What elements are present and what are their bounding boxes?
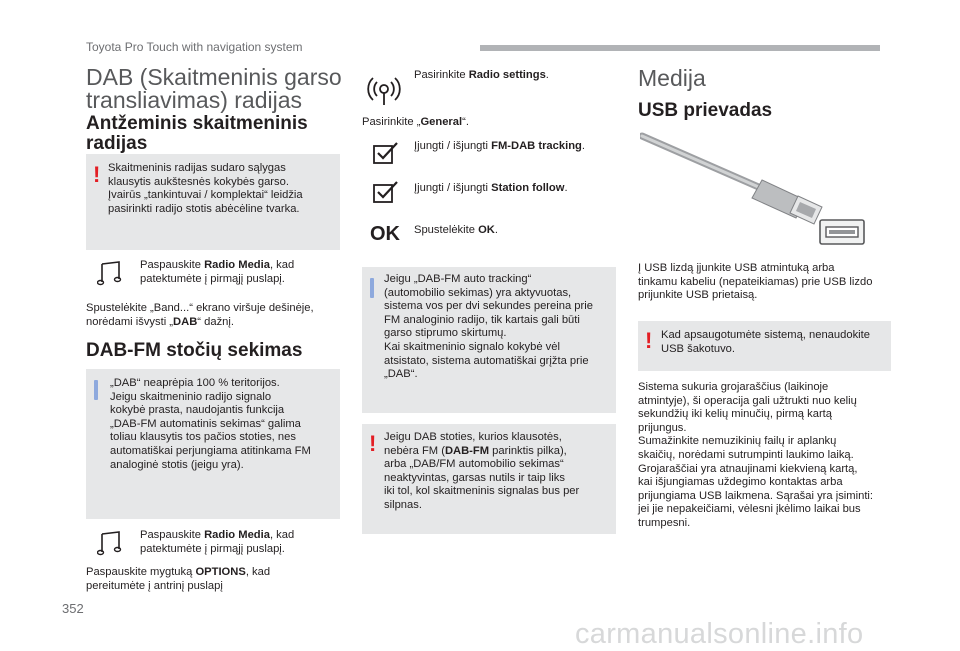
section-title-dab-fm: DAB-FM stočių sekimas (86, 340, 303, 361)
text-line: trumpesni. (638, 516, 691, 529)
step-station-follow (414, 182, 568, 196)
section-title-dab (86, 66, 342, 112)
text-run: Paspauskite (140, 259, 205, 271)
text-run: . (564, 182, 568, 194)
text-run: “ dažnį. (197, 315, 234, 328)
text-run: norėdami išvysti „ (86, 315, 174, 328)
text-line: sekundžių iki kelių minučių, pirmą kartą (638, 408, 832, 421)
text-line: „DAB“ neaprėpia 100 % teritorijos. (110, 377, 280, 389)
header-rule (480, 45, 880, 51)
text-line: atsistato, sistema automatiškai grįžta prie (384, 354, 589, 367)
text-bold: DAB-FM (444, 444, 490, 457)
title-line-2: transliavimas) radijas (86, 87, 303, 113)
text-line: Jeigu DAB stoties, kurios klausotės, (384, 431, 562, 443)
text-run: , kad (245, 566, 271, 578)
text-line: prijungus. (638, 421, 687, 434)
text-bold: General (420, 116, 463, 128)
text-line: Įvairūs „tankintuvai / komplektai“ leidžia (108, 189, 303, 202)
text-run: Paspauskite mygtuką (86, 566, 196, 578)
info-text-2 (384, 273, 614, 382)
info-box-2 (362, 267, 616, 413)
text-run: Įjungti / išjungti (414, 140, 492, 152)
subtitle-line-2: radijas (86, 133, 148, 154)
text-line: arba „DAB/FM automobilio sekimas“ (384, 458, 564, 471)
warning-box-1 (86, 154, 340, 250)
text-bold: Radio settings (468, 69, 546, 81)
text-bold: Radio Media (204, 259, 270, 271)
info-icon (94, 380, 98, 400)
text-run: Spustelėkite (414, 224, 479, 236)
text-line: pereitumėte į antrinį puslapį (86, 579, 223, 592)
text-line: toliau klausytis tos pačios stoties, nes (110, 431, 296, 444)
text-line: kokybė prasta, naudojantis funkcija (110, 404, 285, 417)
warning-box-3 (638, 321, 891, 371)
warning-box-2 (362, 424, 616, 534)
text-bold: OPTIONS (195, 566, 246, 578)
text-bold: OK (478, 224, 495, 236)
text-line: patektumėte į pirmąjį puslapį. (140, 542, 285, 555)
text-line: jei jie nepakeičiami, vėlesni įkėlimo laikai bus (638, 503, 861, 516)
text-line: patektumėte į pirmąjį puslapį. (140, 272, 285, 285)
step-fm-dab-tracking (414, 140, 585, 154)
text-bold: Radio Media (204, 529, 270, 541)
text-bold: Station follow (491, 182, 565, 194)
text-line: Grojaraščiai yra atnaujinami kiekvieną kartą, (638, 462, 858, 475)
text-line: klausytis aukštesnės kokybės garso. (108, 175, 289, 188)
text-line: kai išjungiamas uždegimo kontaktas arba (638, 476, 843, 489)
step-general (362, 116, 469, 130)
paragraph-band (86, 302, 314, 329)
subtitle-usb: USB prievadas (638, 100, 773, 121)
radio-antenna-icon (367, 72, 401, 106)
text-line: neaktyvintas, garsas nutils ir taip liks (384, 471, 565, 484)
music-note-icon (97, 260, 123, 286)
warning-text-3 (661, 329, 889, 356)
watermark: carmanualsonline.info (575, 618, 864, 650)
step-ok (414, 224, 498, 238)
text-line: Spustelėkite „Band...“ ekrano viršuje dešinėje, (86, 302, 314, 314)
text-bold: DAB (173, 315, 198, 328)
title-line-1: DAB (Skaitmeninis garso (86, 64, 342, 90)
text-run: , kad (269, 529, 295, 541)
paragraph-playlists (638, 381, 873, 531)
text-run: Paspauskite (140, 529, 205, 541)
ok-icon: OK (370, 223, 400, 245)
text-line: Kad apsaugotumėte sistemą, nenaudokite (661, 329, 870, 341)
text-line: Jeigu skaitmeninio radijo signalo (110, 390, 272, 403)
paragraph-options (86, 566, 270, 593)
text-line: (automobilio sekimas) yra aktyvuotas, (384, 286, 572, 299)
text-line: silpnas. (384, 498, 422, 511)
step-radio-media-1 (140, 259, 294, 286)
paragraph-usb-connect (638, 262, 872, 303)
subtitle-terrestrial (86, 114, 308, 154)
running-header: Toyota Pro Touch with navigation system (86, 40, 303, 54)
usb-plug-illustration (640, 130, 880, 259)
text-run: , kad (269, 259, 295, 271)
text-line: Skaitmeninis radijas sudaro sąlygas (108, 162, 286, 174)
text-line: automatiškai perjungiama atitinkama FM (110, 444, 311, 457)
text-line: „DAB“. (384, 368, 418, 381)
text-line: USB šakotuvo. (661, 342, 735, 355)
subtitle-line-1: Antžeminis skaitmeninis (86, 113, 308, 134)
text-line: skaičių, norėdami sutrumpinti laukimo laiką. (638, 448, 854, 461)
section-title-media: Medija (638, 65, 706, 91)
text-line: Jeigu „DAB-FM auto tracking“ (384, 273, 532, 285)
text-line: prijunkite USB prietaisą. (638, 289, 758, 302)
checkbox-icon (373, 141, 399, 165)
text-run: Įjungti / išjungti (414, 182, 492, 194)
text-line: atmintyje), ši operacija gali užtrukti nuo kelių (638, 394, 857, 407)
text-run: . (545, 69, 549, 81)
text-line: garso stiprumo skirtumų. (384, 327, 507, 340)
text-run: “. (462, 116, 469, 128)
text-line: Sumažinkite nemuzikinių failų ir aplankų (638, 435, 837, 448)
warning-icon: ! (645, 328, 653, 353)
text-line: Į USB lizdą įjunkite USB atmintuką arba (638, 262, 835, 274)
info-box-1 (86, 369, 340, 519)
warning-icon: ! (369, 431, 377, 456)
text-line: tinkamu kabeliu (nepateikiamas) prie USB lizdo (638, 275, 873, 288)
text-line: Kai skaitmeninio signalo kokybė vėl (384, 340, 560, 353)
warning-text-2 (384, 431, 614, 513)
checkbox-icon (373, 180, 399, 204)
text-line: „DAB-FM automatinis sekimas“ galima (110, 417, 301, 430)
step-radio-media-2 (140, 529, 294, 556)
page-number: 352 (62, 601, 84, 616)
text-run: . (494, 224, 498, 236)
text-line: iki tol, kol skaitmeninis signalas bus per (384, 485, 580, 498)
text-bold: FM-DAB tracking (491, 140, 582, 152)
music-note-icon (97, 530, 123, 556)
info-icon (370, 278, 374, 298)
text-run: Pasirinkite „ (362, 116, 421, 128)
text-line: prijungiama USB laikmena. Sąrašai yra įsiminti: (638, 489, 874, 502)
text-line: pasirinkti radijo stotis abėcėline tvarka. (108, 202, 300, 215)
text-line: FM analoginio radijo, tik kartais gali būti (384, 313, 580, 326)
text-run: nebėra FM ( (384, 444, 445, 457)
warning-icon: ! (93, 162, 101, 187)
text-line: sistema vos per dvi sekundes pereina prie (384, 300, 593, 313)
text-run: Pasirinkite (414, 69, 469, 81)
step-radio-settings (414, 69, 549, 83)
info-text-1 (110, 377, 336, 472)
warning-text-1 (108, 162, 336, 216)
text-run: . (581, 140, 585, 152)
text-run: parinktis pilka), (489, 444, 567, 457)
text-line: analoginė stotis (jeigu yra). (110, 458, 244, 471)
text-line: Sistema sukuria grojaraščius (laikinoje (638, 381, 829, 393)
